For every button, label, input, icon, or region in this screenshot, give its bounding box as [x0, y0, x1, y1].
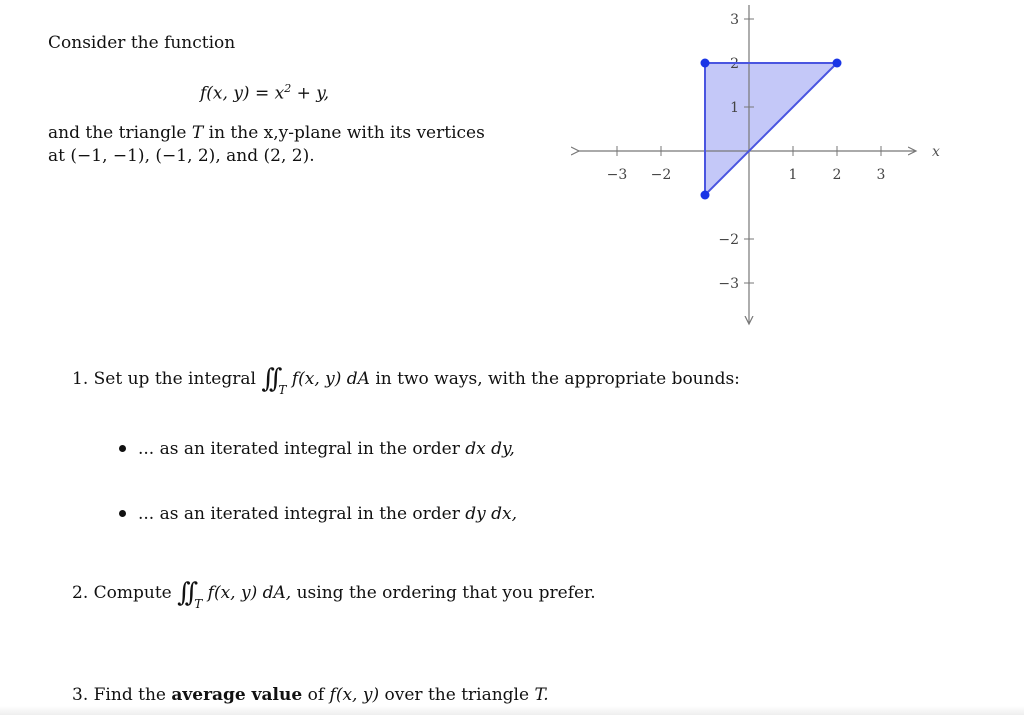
q2-number: 2.	[72, 583, 89, 603]
y-tick-label: 1	[730, 100, 739, 116]
x-tick-label: 3	[876, 167, 886, 183]
q2-prefix: Compute	[93, 583, 172, 603]
q1-suffix: in two ways, with the appropriate bounds:	[375, 369, 740, 389]
q1-bullet-2	[138, 503, 517, 525]
q2-integral-sign: ∫∫	[177, 578, 193, 608]
q1-prefix: Set up the integral	[93, 369, 256, 389]
x-tick-label: 2	[832, 167, 842, 183]
q3-number: 3.	[72, 685, 89, 705]
q3-mid: of	[302, 685, 330, 705]
x-tick-label: −2	[650, 167, 672, 183]
q1-bullet1-prefix: ... as an iterated integral in the order	[138, 439, 466, 459]
triangle-symbol: T	[191, 123, 204, 143]
page-bottom-edge	[0, 706, 1024, 715]
y-tick-label: 3	[730, 12, 739, 28]
triangle-description-line2: at (−1, −1), (−1, 2), and (2, 2).	[48, 146, 315, 166]
intro-consider: Consider the function	[48, 33, 236, 53]
q3-triangle: T.	[534, 685, 549, 705]
q3-function: f(x, y)	[329, 685, 380, 705]
y-tick-label: −2	[718, 232, 739, 248]
q1-bullet2-prefix: ... as an iterated integral in the order	[138, 504, 466, 524]
q2-suffix: using the ordering that you prefer.	[296, 583, 596, 603]
q1-integral-sub: T	[278, 383, 287, 397]
q2-integral-sub: T	[194, 597, 203, 611]
triangle-text-b: in the x,y-plane with its vertices	[203, 123, 485, 143]
q1-integrand: f(x, y) dA	[291, 369, 370, 389]
y-tick-label: −3	[718, 276, 739, 292]
question-2	[72, 578, 596, 611]
triangle-description-line1	[48, 122, 485, 144]
x-tick-label: −3	[606, 167, 628, 183]
bullet-dot-1	[119, 445, 126, 452]
bullet-dot-2	[119, 510, 126, 517]
triangle-vertex	[833, 59, 842, 68]
function-lhs: f(x, y) = x	[200, 83, 285, 104]
function-exponent: 2	[284, 82, 292, 95]
triangle-graph	[560, 0, 960, 340]
question-1	[72, 364, 740, 397]
q3-prefix: Find the	[93, 685, 172, 705]
q1-number: 1.	[72, 369, 89, 389]
function-rhs: + y,	[291, 83, 330, 104]
x-axis-label: x	[932, 144, 940, 160]
q1-bullet2-order: dy dx,	[465, 504, 518, 524]
q1-bullet-1	[138, 438, 515, 460]
question-3	[72, 684, 549, 706]
function-definition	[200, 78, 329, 105]
q1-integral-sign: ∫∫	[261, 364, 277, 394]
triangle-vertex	[701, 191, 710, 200]
q1-bullet1-order: dx dy,	[465, 439, 515, 459]
triangle-text-a: and the triangle	[48, 123, 192, 143]
triangle-vertex	[701, 59, 710, 68]
y-tick-label: 2	[730, 56, 739, 72]
q3-suffix: over the triangle	[379, 685, 535, 705]
q3-bold-average-value: average value	[171, 685, 303, 705]
x-tick-label: 1	[788, 167, 798, 183]
q2-integrand: f(x, y) dA,	[207, 583, 292, 603]
